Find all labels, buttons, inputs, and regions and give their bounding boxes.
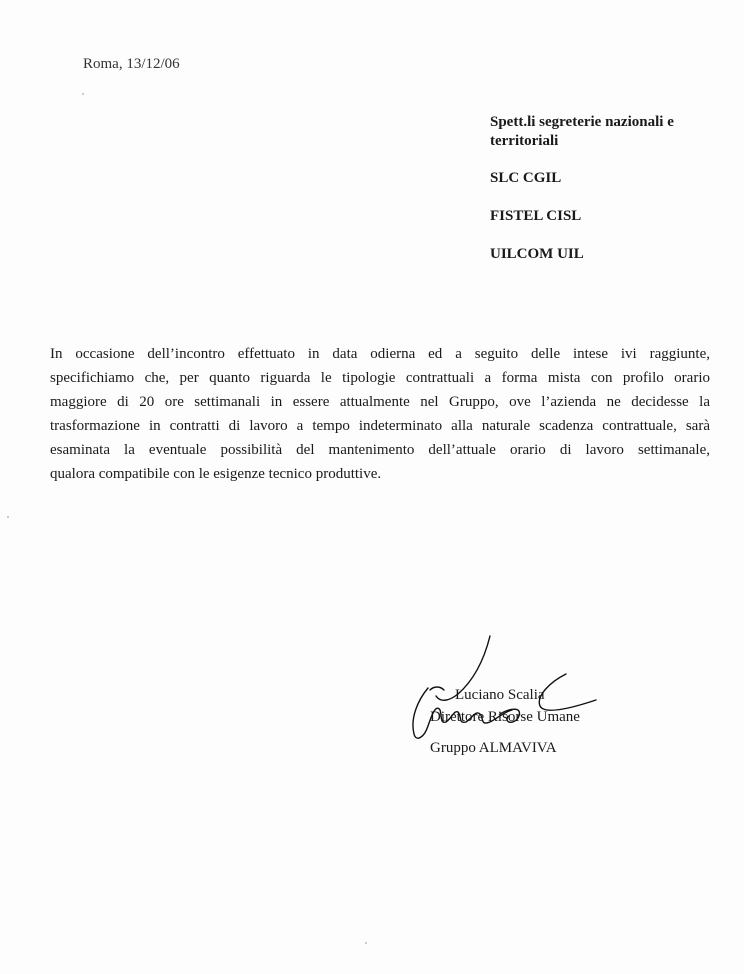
body-paragraph-line: specifichiamo che, per quanto riguarda le tipologie contrattuali a forma mista con profilo orario bbox=[50, 370, 710, 386]
recipient-salutation-line: territoriali bbox=[490, 133, 559, 149]
signatory-name: Luciano Scalia bbox=[455, 687, 545, 703]
letter-date: Roma, 13/12/06 bbox=[83, 56, 180, 72]
recipient-organization: FISTEL CISL bbox=[490, 208, 582, 224]
body-paragraph-line: trasformazione in contratti di lavoro a tempo indeterminato alla naturale scadenza contrattuale, sarà bbox=[50, 418, 710, 434]
recipient-organization: SLC CGIL bbox=[490, 170, 562, 186]
body-paragraph-line: In occasione dell’incontro effettuato in data odierna ed a seguito delle intese ivi raggiunte, bbox=[50, 346, 710, 362]
recipients-block bbox=[490, 113, 720, 264]
recipient-organization: UILCOM UIL bbox=[490, 246, 584, 262]
body-paragraph-line: maggiore di 20 ore settimanali in essere attualmente nel Gruppo, ove l’azienda ne decidesse la bbox=[50, 394, 710, 410]
signature-block bbox=[430, 684, 580, 759]
signatory-role: Direttore Risorse Umane bbox=[430, 709, 580, 725]
scan-speck bbox=[7, 516, 9, 518]
scan-speck bbox=[365, 942, 367, 944]
body-paragraph-line: qualora compatibile con le esigenze tecnico produttive. bbox=[50, 466, 382, 482]
letter-body bbox=[50, 342, 710, 486]
recipient-salutation-line: Spett.li segreterie nazionali e bbox=[490, 114, 674, 130]
scan-speck bbox=[82, 93, 84, 95]
signatory-group: Gruppo ALMAVIVA bbox=[430, 740, 557, 756]
body-paragraph-line: esaminata la eventuale possibilità del mantenimento dell’attuale orario di lavoro settimanale, bbox=[50, 442, 710, 458]
